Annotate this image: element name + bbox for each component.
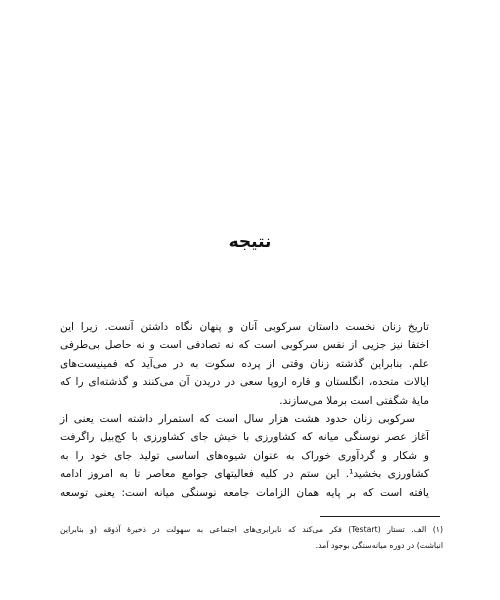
paragraph-line: مایهٔ شگفتی است برملا می‌سازند.: [279, 394, 429, 407]
paragraph-line: کشاورزی بخشید¹. این ستم در کلیه فعالیتهای جوامع معاصر تا به امروز ادامه: [60, 468, 429, 481]
paragraph-1: [60, 318, 443, 410]
paragraph-line: و شکار و گردآوری خوراک به عنوان شیوه‌های اساسی تولید جای خود را به: [60, 449, 429, 462]
section-heading: نتیجه: [228, 232, 272, 252]
paragraph-2: [60, 410, 443, 502]
paragraph-line: اختفا نیز جزیی از نفس سرکوبی است که نه تصادفی است و نه حاصل بی‌طرفی: [60, 339, 429, 352]
paragraph-line: علم. بنابراین گذشته زنان وقتی از پرده سکوت به در می‌آید که فمینیست‌های: [60, 357, 429, 370]
footnote: [60, 522, 443, 554]
footnote-line: انباشت) در دوره میانه‌سنگی بوجود آمد.: [315, 541, 443, 550]
paragraph-line: ایالات متحده، انگلستان و قاره اروپا سعی در دریدن آن می‌کنند و گذشته‌ای را که: [60, 376, 429, 389]
paragraph-line: تاریخ زنان نخست داستان سرکوبی آنان و پنهان نگاه داشتن آنست. زیرا این: [60, 321, 429, 333]
footnote-line: (۱) الف. تستار (Testart) فکر می‌کند که نابرابری‌های اجتماعی به سهولت در ذخیرهٔ آذوقه (و بنابراین: [60, 525, 443, 534]
body-text: [60, 318, 443, 502]
paragraph-line: یافته است که بر پایه همان الزامات جامعه نوسنگی میانه است: یعنی توسعه: [60, 486, 429, 499]
paragraph-line: سرکوبی زنان حدود هشت هزار سال است که استمرار داشته است یعنی از: [60, 413, 415, 426]
footnote-divider: [320, 516, 440, 517]
paragraph-line: آغاز عصر نوسنگی میانه که کشاورزی با خیش جای کشاورزی با کج‌بیل راگرفت: [60, 431, 429, 444]
